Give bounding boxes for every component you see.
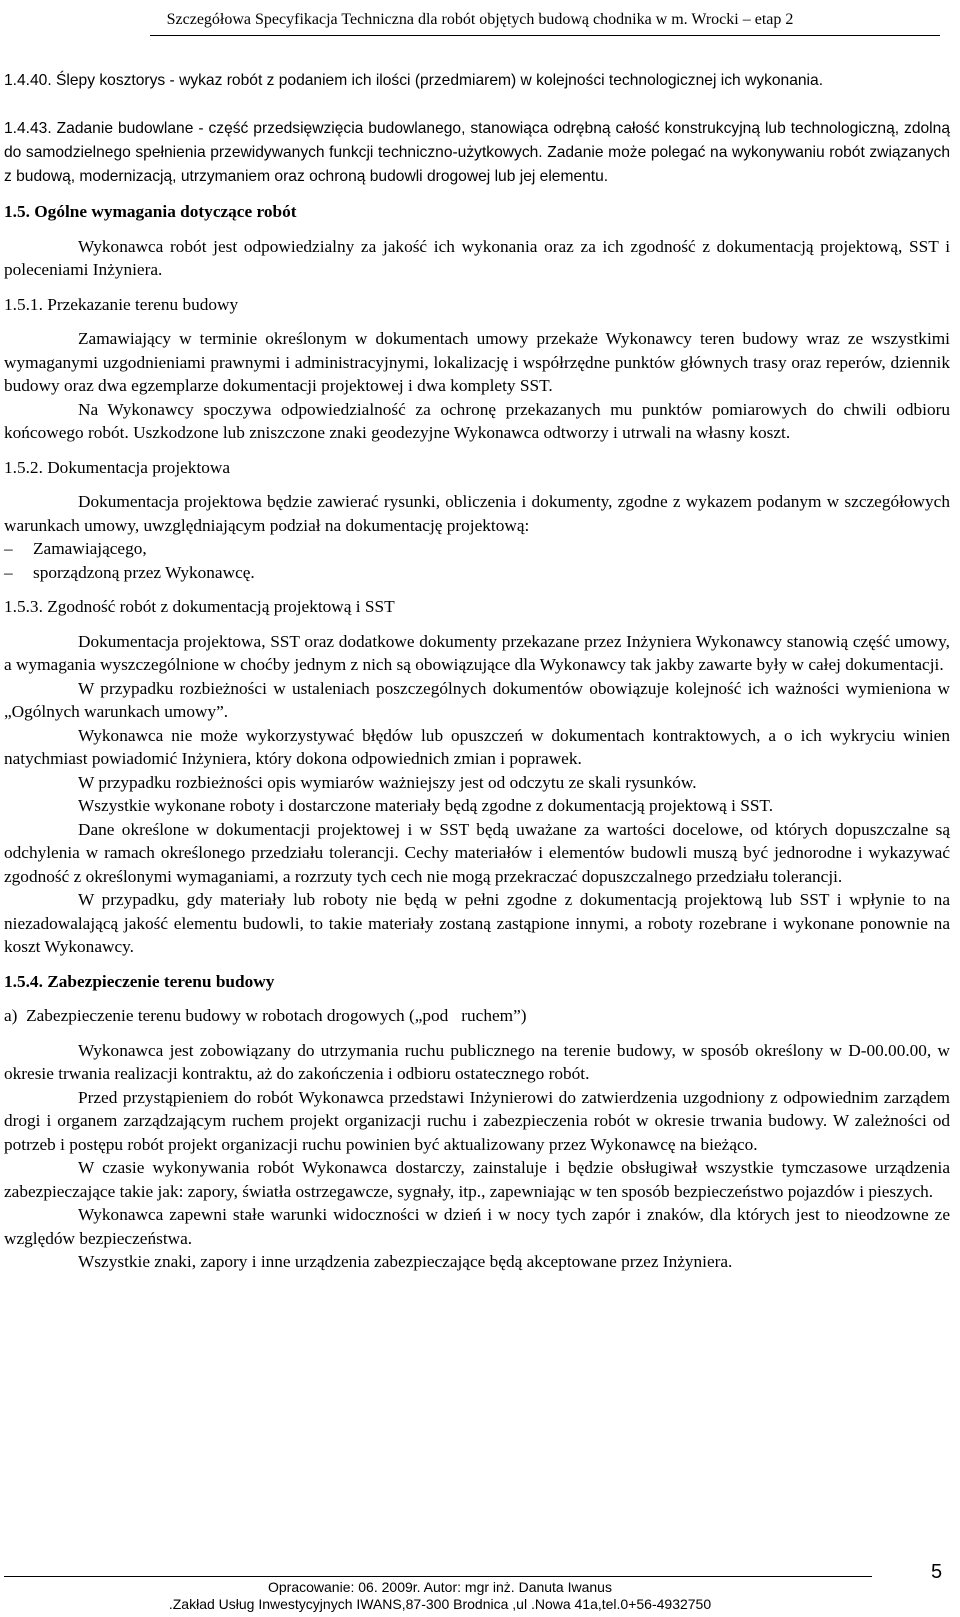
page-number: 5 (931, 1561, 943, 1583)
dash-bullet: – (4, 539, 13, 558)
list-item (4, 561, 950, 585)
section-1-5-4-paragraph-2: Przed przystąpieniem do robót Wykonawca przedstawi Inżynierowi do zatwierdzenia uzgodniony z odpowiednim zarządem drogi i organem zarządzającym ruchem projekt organizacji ruchu i zabezpieczenia robót w okresie trwania budowy. W zależności od potrzeb i postępu robót projekt organizacji ruchu powinien być aktualizowany przez Wykonawcę na bieżąco. (4, 1087, 950, 1154)
section-1-5-3-paragraph-7: W przypadku, gdy materiały lub roboty nie będą w pełni zgodne z dokumentacją projektową lub SST i wpłynie to na niezadowalającą jakość elementu budowli, to takie materiały zostaną zastąpione innymi, a roboty rozebrane i wykonane ponownie na koszt Wykonawcy. (4, 890, 950, 956)
footer-rule (4, 1576, 872, 1577)
list-item-text: Zamawiającego, (33, 539, 147, 558)
section-1-5-3-paragraph-2: W przypadku rozbieżności w ustaleniach poszczególnych dokumentów obowiązuje kolejność ich ważności wymieniona w „Ogólnych warunkach umowy”. (4, 678, 950, 721)
page-header: Szczegółowa Specyfikacja Techniczna dla robót objętych budową chodnika w m. Wrocki – etap 2 (166, 11, 794, 28)
section-1-5-paragraph: Wykonawca robót jest odpowiedzialny za jakość ich wykonania oraz za ich zgodność z dokumentacją projektową, SST i poleceniami Inżyniera. (4, 236, 950, 279)
definition-1-4-43: 1.4.43. Zadanie budowlane - część przedsięwzięcia budowlanego, stanowiąca odrębną całość konstrukcyjną lub technologiczną, zdolną do samodzielnego spełnienia przewidywanych funkcji techniczno-użytkowych. Zadanie może polegać na wykonywaniu robót związanych z budową, modernizacją, utrzymaniem oraz ochroną budowli drogowej lub jej elementu. (4, 120, 950, 185)
section-1-5-4-paragraph-4: Wykonawca zapewni stałe warunki widoczności w dzień i w nocy tych zapór i znaków, dla których jest to nieodzowne ze względów bezpieczeństwa. (4, 1205, 950, 1248)
section-1-5-3-paragraph-5: Wszystkie wykonane roboty i dostarczone materiały będą zgodne z dokumentacją projektową i SST. (78, 796, 774, 815)
section-1-5-4-paragraph-3: W czasie wykonywania robót Wykonawca dostarczy, zainstaluje i będzie obsługiwał wszystkie tymczasowe urządzenia zabezpieczające takie jak: zapory, światła ostrzegawcze, sygnały, itp., zapewniając w ten sposób bezpieczeństwo pojazdów i pieszych. (4, 1158, 950, 1201)
section-1-5-3-paragraph-3: Wykonawca nie może wykorzystywać błędów lub opuszczeń w dokumentach kontraktowych, a o ich wykryciu winien natychmiast powiadomić Inżyniera, który dokona odpowiednich zmian i poprawek. (4, 725, 950, 768)
page-footer (0, 1579, 880, 1613)
footer-company-line: .Zakład Usług Inwestycyjnych IWANS,87-300 Brodnica ,ul .Nowa 41a,tel.0+56-4932750 (168, 1596, 712, 1612)
definition-1-4-40: 1.4.40. Ślepy kosztorys - wykaz robót z podaniem ich ilości (przedmiarem) w kolejności technologicznej ich wykonania. (4, 72, 824, 89)
section-1-5-3-heading: 1.5.3. Zgodność robót z dokumentacją projektową i SST (4, 597, 395, 616)
section-1-5-2-heading: 1.5.2. Dokumentacja projektowa (4, 457, 231, 477)
section-1-5-3-paragraph-4: W przypadku rozbieżności opis wymiarów ważniejszy jest od odczytu ze skali rysunków. (78, 772, 697, 792)
footer-author-line: Opracowanie: 06. 2009r. Autor: mgr inż. Danuta Iwanus (268, 1579, 612, 1595)
document-body (4, 69, 950, 1274)
list-item (4, 537, 950, 561)
list-item-text: sporządzoną przez Wykonawcę. (33, 562, 255, 582)
section-1-5-4-heading: 1.5.4. Zabezpieczenie terenu budowy (4, 971, 275, 991)
section-1-5-4-paragraph-1: Wykonawca jest zobowiązany do utrzymania ruchu publicznego na terenie budowy, w sposób określony w D-00.00.00, w okresie trwania realizacji kontraktu, aż do zakończenia i odbioru ostatecznego robót. (4, 1040, 950, 1083)
section-1-5-2-paragraph: Dokumentacja projektowa będzie zawierać rysunki, obliczenia i dokumenty, zgodne z wykazem podanym w szczegółowych warunkach umowy, uwzględniającym podział na dokumentację projektową: (4, 492, 950, 535)
section-1-5-1-heading: 1.5.1. Przekazanie terenu budowy (4, 294, 239, 314)
section-1-5-4-paragraph-5: Wszystkie znaki, zapory i inne urządzenia zabezpieczające będą akceptowane przez Inżyniera. (78, 1252, 733, 1271)
section-1-5-1-paragraph-2: Na Wykonawcy spoczywa odpowiedzialność za ochronę przekazanych mu punktów pomiarowych do chwili odbioru końcowego robót. Uszkodzone lub zniszczone znaki geodezyjne Wykonawca odtworzy i utrwali na własny koszt. (4, 399, 950, 442)
dash-bullet: – (4, 562, 13, 582)
section-1-5-3-paragraph-6: Dane określone w dokumentacji projektowej i w SST będą uważane za wartości docelowe, od których dopuszczalne są odchylenia w ramach określonego przedziału tolerancji. Cechy materiałów i elementów budowli muszą być jednorodne i wykazywać zgodność z określonymi wymaganiami, a rozrzuty tych cech nie mogą przekraczać dopuszczalnego przedziału tolerancji. (4, 819, 950, 886)
section-1-5-heading: 1.5. Ogólne wymagania dotyczące robót (4, 202, 297, 221)
section-1-5-4-subheading: a) Zabezpieczenie terenu budowy w robotach drogowych („pod ruchem”) (4, 1006, 527, 1025)
header-rule (150, 35, 940, 36)
section-1-5-3-paragraph-1: Dokumentacja projektowa, SST oraz dodatkowe dokumenty przekazane przez Inżyniera Wykonawcy stanowią część umowy, a wymagania wyszczególnione w choćby jednym z nich są obowiązujące dla Wykonawcy tak jakby zawarte były w całej dokumentacji. (4, 631, 950, 674)
section-1-5-1-paragraph-1: Zamawiający w terminie określonym w dokumentach umowy przekaże Wykonawcy teren budowy wraz ze wszystkimi wymaganymi uzgodnieniami prawnymi i administracyjnymi, lokalizację i współrzędne punktów głównych trasy oraz reperów, dziennik budowy oraz dwa egzemplarze dokumentacji projektowej i dwa komplety SST. (4, 329, 950, 395)
